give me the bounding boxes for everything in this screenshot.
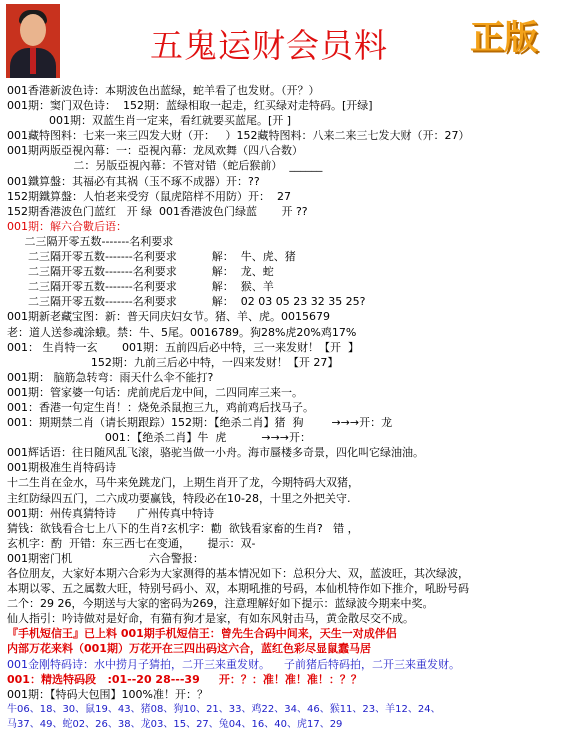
document-line: 二三隔开零五数-------名利要求 解： 02 03 05 23 32 35 25? — [7, 295, 366, 309]
photo-face — [20, 14, 46, 46]
document-line: 001：【绝杀二肖】牛 虎 →→→开： — [7, 431, 312, 445]
document-line: 内部万花来料（001期）万花开在三四出码这六合，蓝红色彩尽显鼠蠢马居 — [7, 642, 371, 656]
photo-tie — [30, 48, 36, 74]
document-line: 马37、49、蛇02、26、38、龙03、15、27、兔04、16、40、虎17、29 — [7, 718, 343, 730]
document-line: 152期鐵算盤：人怕老来受穷（鼠虎陪样不用防）开： 27 — [7, 189, 291, 203]
document-line: 玄机字：酌 开错：东三西七在变通， 提示：双- — [7, 536, 256, 550]
page-title: 五鬼运财会员料 — [150, 26, 388, 65]
document-line: 152期香港波色门蓝红 开 绿 001香港波色门绿蓝 开 ?? — [7, 204, 308, 218]
document-line: 二三隔开零五数-------名利要求 解： 龙、蛇 — [7, 265, 274, 279]
document-line: 001期两版亞視內幕：一：亞視內幕：龙凤欢舞（四八合数） — [7, 144, 303, 158]
document-line: 001期： 脑筋急转弯：雨天什么伞不能打? — [7, 370, 214, 384]
document-line: 主红防绿四五门，二六成功要赢钱，特段必在10-28，十里之外把关守. — [7, 491, 351, 505]
document-line: 001期：州传真猜特诗 广州传真中特诗 — [7, 506, 214, 520]
member-photo — [6, 4, 60, 78]
document-line: 001香港新波色诗：本期波色出蓝绿，蛇羊看了也发财。（开？） — [7, 84, 320, 97]
document-line: 『手机短信王』已上料 001期手机短信王：曾先生合码中间来，天生一对成伴侣 — [7, 627, 397, 641]
document-line: 各位朋友，大家好本期六合彩为大家测得的基本情况如下：总积分大、双，蓝波旺，其次绿波， — [7, 567, 469, 580]
document-line: 001期：解六合數后语： — [7, 219, 127, 233]
document-line: 001鐵算盤：其福必有其祸（玉不琢不成器）开：?? — [7, 174, 260, 188]
document-line: 仙人指引：吟诗做对是好命，有猫有狗才是家，有如东风射击马，黄金散尽交不成。 — [7, 612, 414, 626]
document-line: 001期密门机 六合警报： — [7, 551, 204, 565]
document-line: 二：另版亞視內幕：不管对错（蛇后猴前） ______ — [7, 159, 323, 173]
document-line: 001金刚特码诗：水中捞月子猜拍，二开三来重发财。 子前猪后特码拍，二开三来重发财。 — [7, 657, 460, 671]
genuine-badge: 正版 — [470, 18, 538, 58]
document-line: 二三隔开零五数-------名利要求 解： 牛、虎、猪 — [7, 250, 296, 264]
page-header — [0, 0, 570, 82]
document-line: 001期：【特码大包围】100%准！开：？ — [7, 687, 208, 701]
document-line: 二三隔开零五数-------名利要求 — [7, 234, 174, 248]
document-line: 本期以零、五之属数大旺，特别号码小、双，本期吼推的号码，本仙机特作如下推介，吼盼号码 — [7, 582, 469, 596]
document-line: 152期：九前三后必中特，一四来发财！【开 27】 — [7, 355, 339, 369]
document-line: 二三隔开零五数-------名利要求 解： 猴、羊 — [7, 280, 274, 294]
document-line: 001期极准生肖特码诗 — [7, 461, 116, 475]
document-line: 二个：29 26，今期送与大家的密码为269，注意理解好如下提示：蓝绿波今期来中奖。 — [7, 597, 434, 611]
document-line: 001：期期禁二肖（请长期跟踪）152期：【绝杀二肖】猪 狗 →→→开：龙 — [7, 416, 393, 430]
document-line: 001藏特图料：七来一来三四发大财（开： ）152藏特图料：八来二来三七发大财（开：27） — [7, 129, 470, 143]
document-line: 十二生肖在金水，马牛来免跳龙门，上期生肖开了龙，今期特码大双猪， — [7, 476, 359, 490]
document-line: 001辉话语：往日随风乱飞滚，骆驼当做一小舟。海市蜃楼多奇景，四化叫它绿油油。 — [7, 446, 424, 460]
document-line: 001：精选特码段 :01--20 28---39 开：？：准！准！准！：？？ — [7, 672, 362, 686]
document-line: 001期新老藏宝图：新：普天同庆妇女节。猪、羊、虎。0015679 — [7, 310, 330, 324]
document-line: 001：香港一句定生肖！：烧免杀鼠抱三九，鸡前鸡后找马子。 — [7, 400, 314, 414]
document-line: 001： 生肖特一玄 001期：五前四后必中特，三一来发财！【开 】 — [7, 340, 359, 354]
document-line: 001期：管家婆一句话：虎前虎后龙中间，二四同库三来一。 — [7, 385, 303, 399]
document-line: 猜钱：欲钱看合七上八下的生肖?玄机字：勸 欲钱看家畜的生肖? 错 ， — [7, 521, 359, 535]
document-line: 001期：双蓝生肖一定来，看红就要买蓝尾。[开 ] — [7, 114, 292, 128]
document-line: 牛06、18、30、鼠19、43、猪08、狗10、21、33、鸡22、34、46、猴11、23、羊12、24、 — [7, 703, 441, 715]
document-line: 001期：窦门双色诗： 152期：蓝绿相取一起走，红买绿对走特码。[开绿] — [7, 99, 373, 113]
document-body — [7, 83, 567, 732]
document-line: 老：道人送参魂涂蛾。禁：牛、5尾。0016789。狗28%虎20%鸡17% — [7, 325, 357, 339]
